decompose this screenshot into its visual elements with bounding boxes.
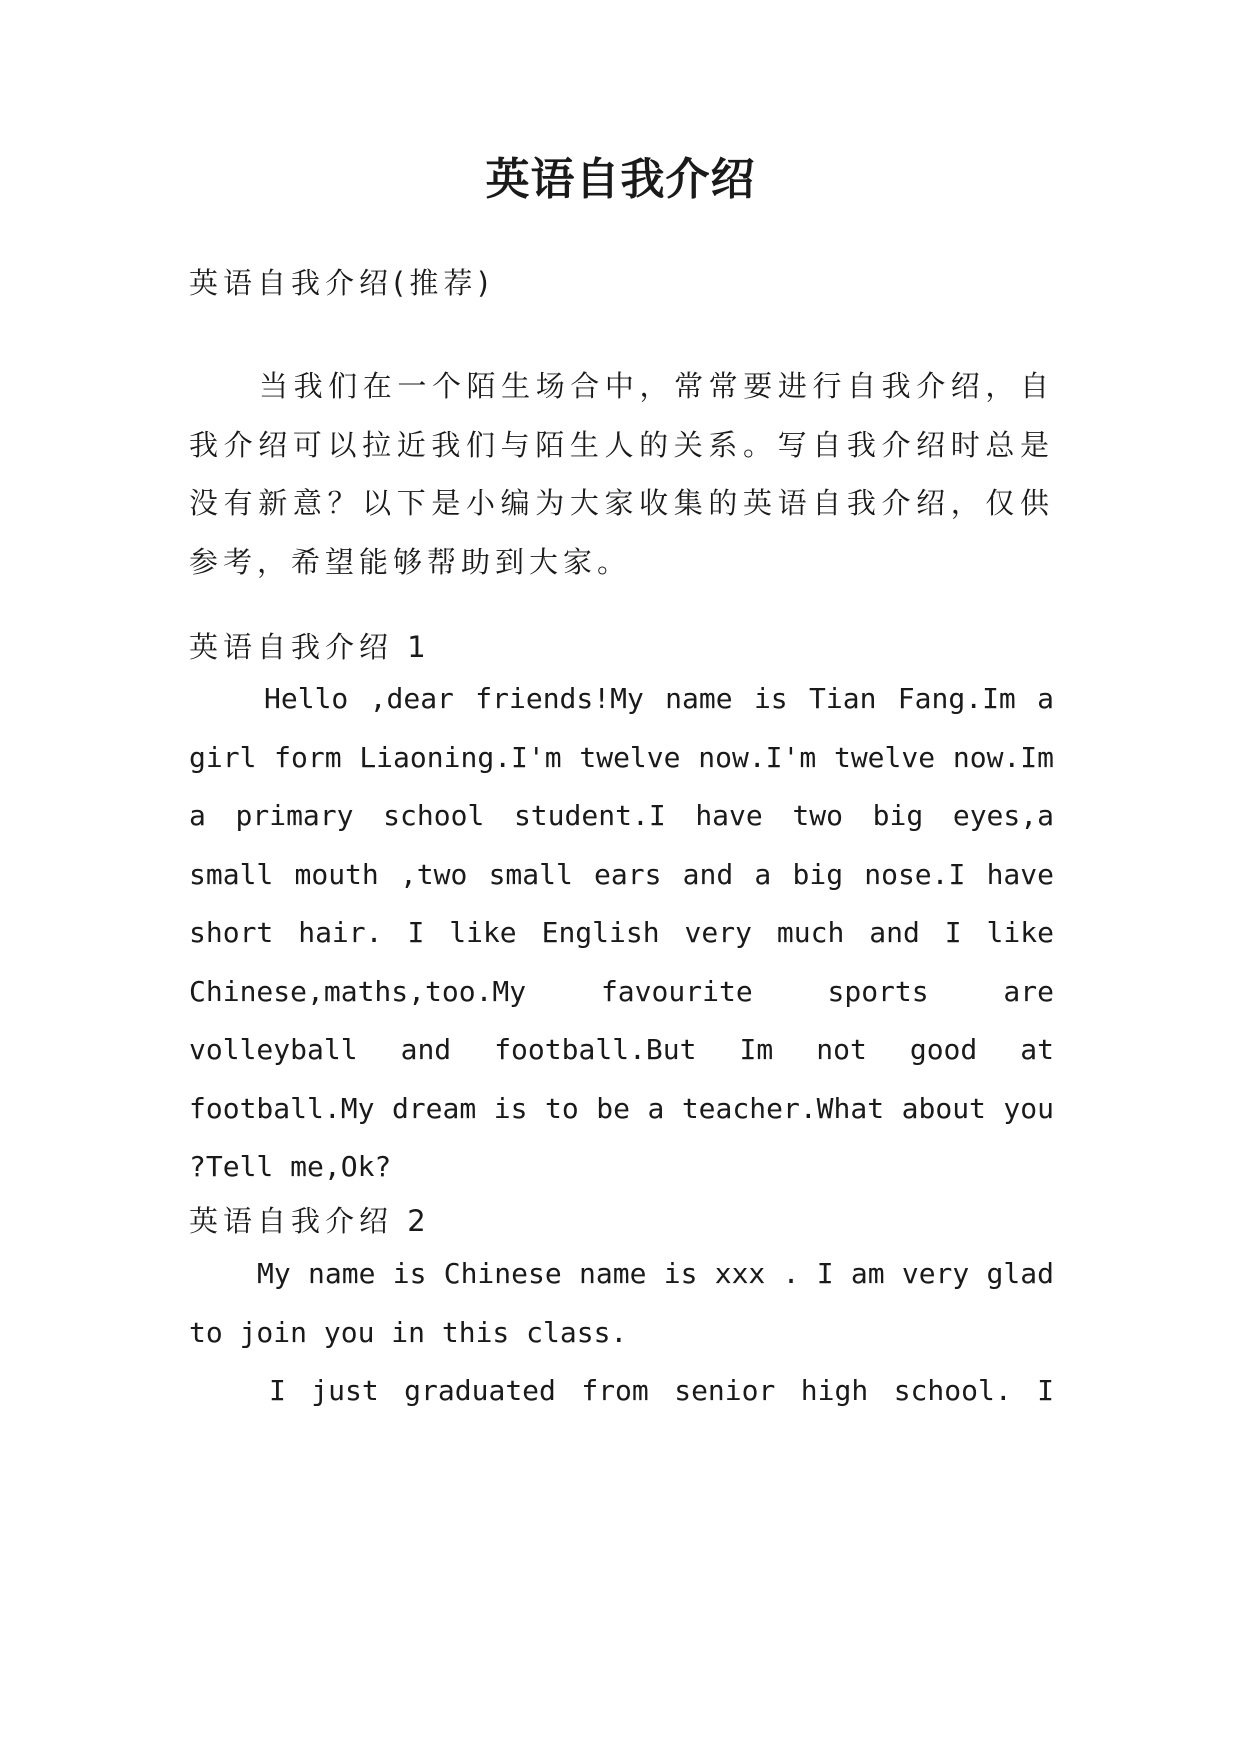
document-subtitle: 英语自我介绍(推荐) [189, 266, 494, 300]
section-2-paragraph-1: My name is Chinese name is xxx . I am very glad to join you in this class. [189, 1257, 1054, 1349]
section-2-heading: 英语自我介绍 2 [189, 1204, 431, 1238]
intro-paragraph [189, 357, 1054, 591]
section-2-body [189, 1245, 1054, 1421]
section-1-paragraph: Hello ,dear friends!My name is Tian Fang.Im a girl form Liaoning.I'm twelve now.I'm twelve now.Im a primary school student.I have two big eyes,a small mouth ,two small ears and a big nose.I have short hair. I like English very much and I like Chinese,maths,too.My favourite sports are volleyball and football.But Im not good at football.My dream is to be a teacher.What about you ?Tell me,Ok? [189, 682, 1054, 1183]
section-1-body [189, 670, 1054, 1197]
section-1-heading: 英语自我介绍 1 [189, 630, 431, 664]
intro-text: 当我们在一个陌生场合中，常常要进行自我介绍，自我介绍可以拉近我们与陌生人的关系。写自我介绍时总是没有新意？以下是小编为大家收集的英语自我介绍，仅供参考，希望能够帮助到大家。 [189, 369, 1054, 579]
section-2-paragraph-2: I just graduated from senior high school. I [269, 1374, 1054, 1407]
document-title: 英语自我介绍 [485, 154, 756, 205]
